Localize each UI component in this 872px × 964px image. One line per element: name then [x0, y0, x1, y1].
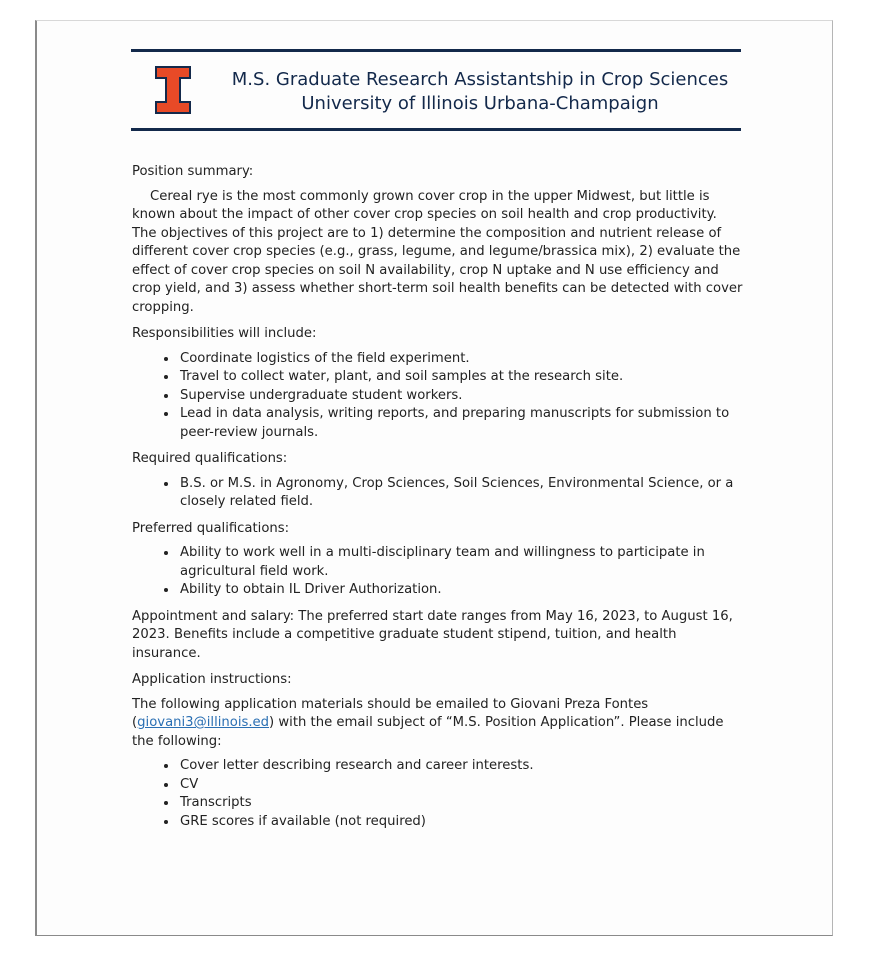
appointment-label: Appointment and salary	[132, 608, 290, 624]
position-summary-section	[132, 163, 744, 317]
appointment-text	[132, 608, 744, 664]
list-item: • Transcripts	[178, 794, 744, 813]
list-item: • CV	[178, 776, 744, 795]
header-rule-bottom	[131, 128, 741, 131]
required-qualifications-section	[132, 450, 744, 512]
responsibilities-section	[132, 325, 744, 442]
application-text	[132, 696, 744, 752]
list-item: • B.S. or M.S. in Agronomy, Crop Sciences, Soil Sciences, Environmental Science, or a closely related field.	[178, 475, 744, 512]
list-item: • Cover letter describing research and career interests.	[178, 757, 744, 776]
responsibilities-list	[132, 350, 744, 443]
email-link[interactable]: giovani3@illinois.ed	[137, 715, 270, 730]
responsibilities-heading: Responsibilities will include:	[132, 326, 317, 341]
header-title	[209, 68, 751, 116]
list-item: • Ability to obtain IL Driver Authorization.	[178, 581, 744, 600]
application-text-before: The following application materials should be emailed to Giovani Preza Fontes (	[132, 696, 649, 730]
application-text-after: ) with the email subject of “M.S. Position Application”. Please include the following:	[132, 715, 724, 749]
application-heading: Application instructions:	[132, 672, 292, 687]
list-item: • Supervise undergraduate student workers.	[178, 387, 744, 406]
header-title-line2: University of Illinois Urbana-Champaign	[301, 93, 659, 114]
application-materials-list	[132, 757, 744, 831]
position-summary-text: Cereal rye is the most commonly grown cover crop in the upper Midwest, but little is known about the impact of other cover crop species on soil health and crop productivity. The objectives of this project are to 1) determine the composition and nutrient release of different cover crop species (e.g., grass, legume, and legume/brassica mix), 2) evaluate the effect of cover crop species on soil N availability, crop N uptake and N use efficiency and crop yield, and 3) assess whether short-term soil health benefits can be detected with cover cropping.	[132, 188, 743, 315]
appointment-body: : The preferred start date ranges from May 16, 2023, to August 16, 2023. Benefits include a competitive graduate student stipend, tuition, and health insurance.	[132, 608, 733, 661]
illinois-block-i-logo	[155, 66, 191, 114]
list-item: • Coordinate logistics of the field experiment.	[178, 350, 744, 369]
appointment-section	[132, 608, 744, 664]
list-item: • GRE scores if available (not required)	[178, 813, 744, 832]
preferred-qualifications-heading: Preferred qualifications:	[132, 520, 290, 536]
required-qualifications-heading: Required qualifications:	[132, 451, 288, 466]
application-section	[132, 671, 744, 831]
list-item: • Lead in data analysis, writing reports, and preparing manuscripts for submission to peer-review journals.	[178, 405, 744, 442]
header-title-line1: M.S. Graduate Research Assistantship in Crop Sciences	[231, 69, 729, 90]
list-item: • Travel to collect water, plant, and soil samples at the research site.	[178, 368, 744, 387]
list-item: • Ability to work well in a multi-disciplinary team and willingness to participate in agricultural field work.	[178, 544, 744, 581]
preferred-qualifications-list	[132, 544, 744, 600]
position-summary-heading: Position summary:	[132, 164, 254, 179]
preferred-qualifications-section	[132, 520, 744, 600]
document-page	[35, 20, 833, 936]
document-body	[132, 163, 744, 839]
header-rule-top	[131, 49, 741, 52]
required-qualifications-list	[132, 475, 744, 512]
